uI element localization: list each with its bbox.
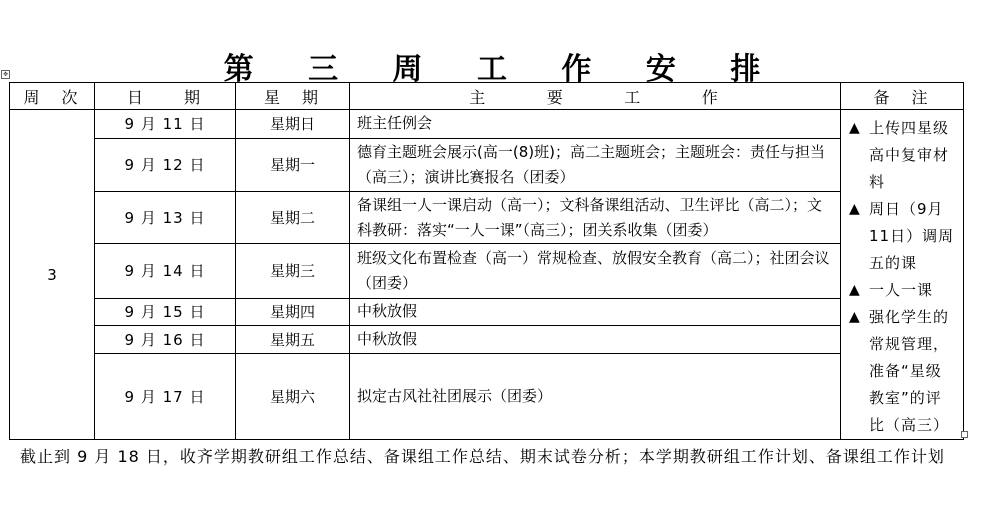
table-row bbox=[10, 138, 964, 191]
note-text: 上传四星级高中复审材料 bbox=[869, 119, 950, 191]
weekday-cell: 星期三 bbox=[236, 244, 350, 298]
work-cell: 班级文化布置检查（高一）常规检查、放假安全教育（高二）；社团会议（团委） bbox=[350, 244, 841, 298]
date-cell: 9 月 16 日 bbox=[95, 326, 236, 354]
header-notes: 备 注 bbox=[841, 83, 964, 110]
header-weekday: 星 期 bbox=[236, 83, 350, 110]
date-cell: 9 月 12 日 bbox=[95, 138, 236, 191]
table-row bbox=[10, 110, 964, 139]
date-cell: 9 月 15 日 bbox=[95, 298, 236, 326]
work-cell: 班主任例会 bbox=[350, 110, 841, 139]
note-text: 周日（9月11日）调周五的课 bbox=[869, 200, 955, 272]
work-cell: 德育主题班会展示(高一(8)班)；高二主题班会；主题班会：责任与担当（高三）；演讲比赛报名（团委） bbox=[350, 138, 841, 191]
page-title: 第 三 周 工 作 安 排 bbox=[223, 52, 783, 87]
header-work-char: 作 bbox=[701, 87, 721, 107]
weekday-cell: 星期一 bbox=[236, 138, 350, 191]
work-cell: 中秋放假 bbox=[350, 326, 841, 354]
note-item bbox=[849, 115, 957, 196]
weekday-cell: 星期四 bbox=[236, 298, 350, 326]
table-row bbox=[10, 298, 964, 326]
note-item bbox=[849, 277, 957, 304]
table-row bbox=[10, 191, 964, 243]
triangle-bullet-icon: ▲ bbox=[849, 120, 860, 136]
date-cell: 9 月 13 日 bbox=[95, 191, 236, 243]
triangle-bullet-icon: ▲ bbox=[849, 282, 860, 298]
table-move-handle-icon[interactable]: ✥ bbox=[2, 71, 9, 78]
work-cell: 拟定古风社社团展示（团委） bbox=[350, 353, 841, 439]
weekday-cell: 星期日 bbox=[236, 110, 350, 139]
note-text: 强化学生的常规管理，准备“星级教室”的评比（高三） bbox=[869, 308, 950, 434]
date-cell: 9 月 14 日 bbox=[95, 244, 236, 298]
header-week: 周 次 bbox=[10, 83, 95, 110]
work-cell: 中秋放假 bbox=[350, 298, 841, 326]
header-row bbox=[10, 83, 964, 110]
weekday-cell: 星期二 bbox=[236, 191, 350, 243]
notes-cell bbox=[841, 110, 964, 440]
weekday-cell: 星期六 bbox=[236, 353, 350, 439]
triangle-bullet-icon: ▲ bbox=[849, 201, 860, 217]
header-work bbox=[350, 83, 841, 110]
note-item bbox=[849, 304, 957, 439]
work-cell: 备课组一人一课启动（高一）；文科备课组活动、卫生评比（高二）；文科教研：落实“一人一课”（高三）；团关系收集（团委） bbox=[350, 191, 841, 243]
schedule-table bbox=[9, 82, 964, 440]
header-work-char: 工 bbox=[624, 87, 644, 107]
header-work-char: 要 bbox=[546, 87, 566, 107]
note-item bbox=[849, 196, 957, 277]
table-row bbox=[10, 353, 964, 439]
table-resize-handle[interactable] bbox=[961, 431, 968, 438]
table-row bbox=[10, 326, 964, 354]
week-number-cell: 3 bbox=[10, 110, 95, 440]
date-cell: 9 月 17 日 bbox=[95, 353, 236, 439]
date-cell: 9 月 11 日 bbox=[95, 110, 236, 139]
header-work-char: 主 bbox=[469, 87, 489, 107]
table-row bbox=[10, 244, 964, 298]
weekday-cell: 星期五 bbox=[236, 326, 350, 354]
header-date: 日 期 bbox=[95, 83, 236, 110]
triangle-bullet-icon: ▲ bbox=[849, 309, 860, 325]
note-text: 一人一课 bbox=[869, 281, 934, 299]
footer-note: 截止到 9 月 18 日，收齐学期教研组工作总结、备课组工作总结、期末试卷分析；本学期教研组工作计划、备课组工作计划 bbox=[20, 447, 945, 466]
